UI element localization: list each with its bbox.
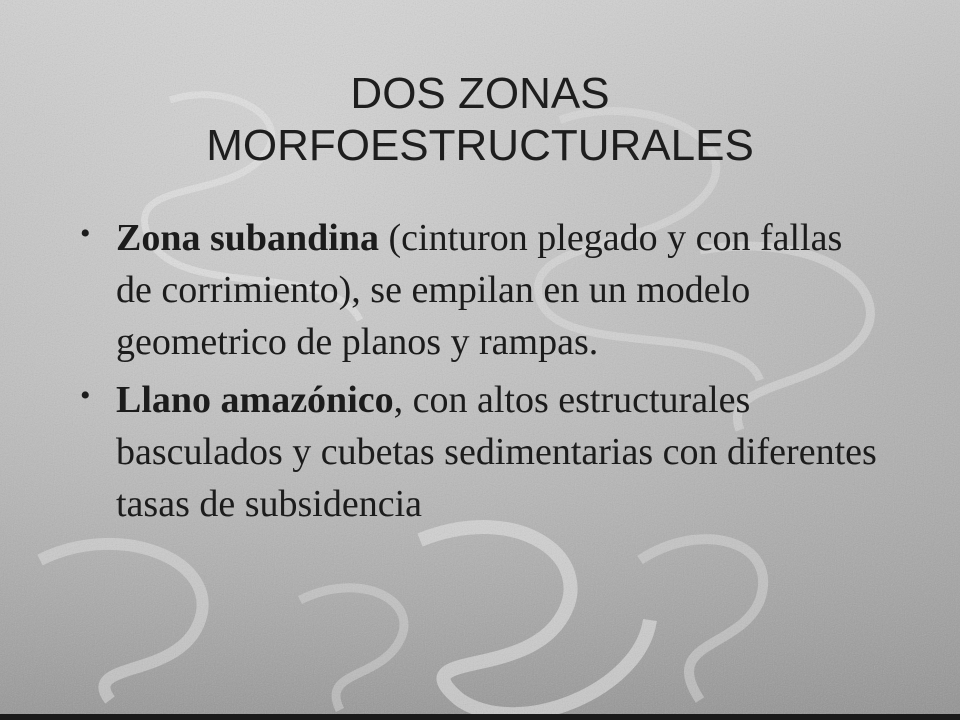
bullet-item-subandina — [78, 212, 878, 368]
slide-title-line-1: DOS ZONAS — [350, 69, 610, 118]
bullet-list — [78, 212, 878, 536]
bullet-marker: • — [80, 217, 91, 250]
slide-title-line-2: MORFOESTRUCTURALES — [206, 121, 754, 170]
slide-bottom-border — [0, 714, 960, 720]
bullet-term-subandina: Zona subandina — [116, 217, 379, 259]
bullet-term-llano-amazonico: Llano amazónico — [116, 379, 394, 421]
slide-title — [0, 68, 960, 172]
bullet-text-llano-amazonico: , con altos estructurales basculados y cubetas sedimentarias con diferentes tasas de subsidencia — [116, 379, 877, 525]
bullet-text-subandina: (cinturon plegado y con fallas de corrimiento), se empilan en un modelo geometrico de planos y rampas. — [116, 217, 843, 363]
bullet-item-llano-amazonico — [78, 374, 878, 530]
bullet-marker: • — [80, 379, 91, 412]
